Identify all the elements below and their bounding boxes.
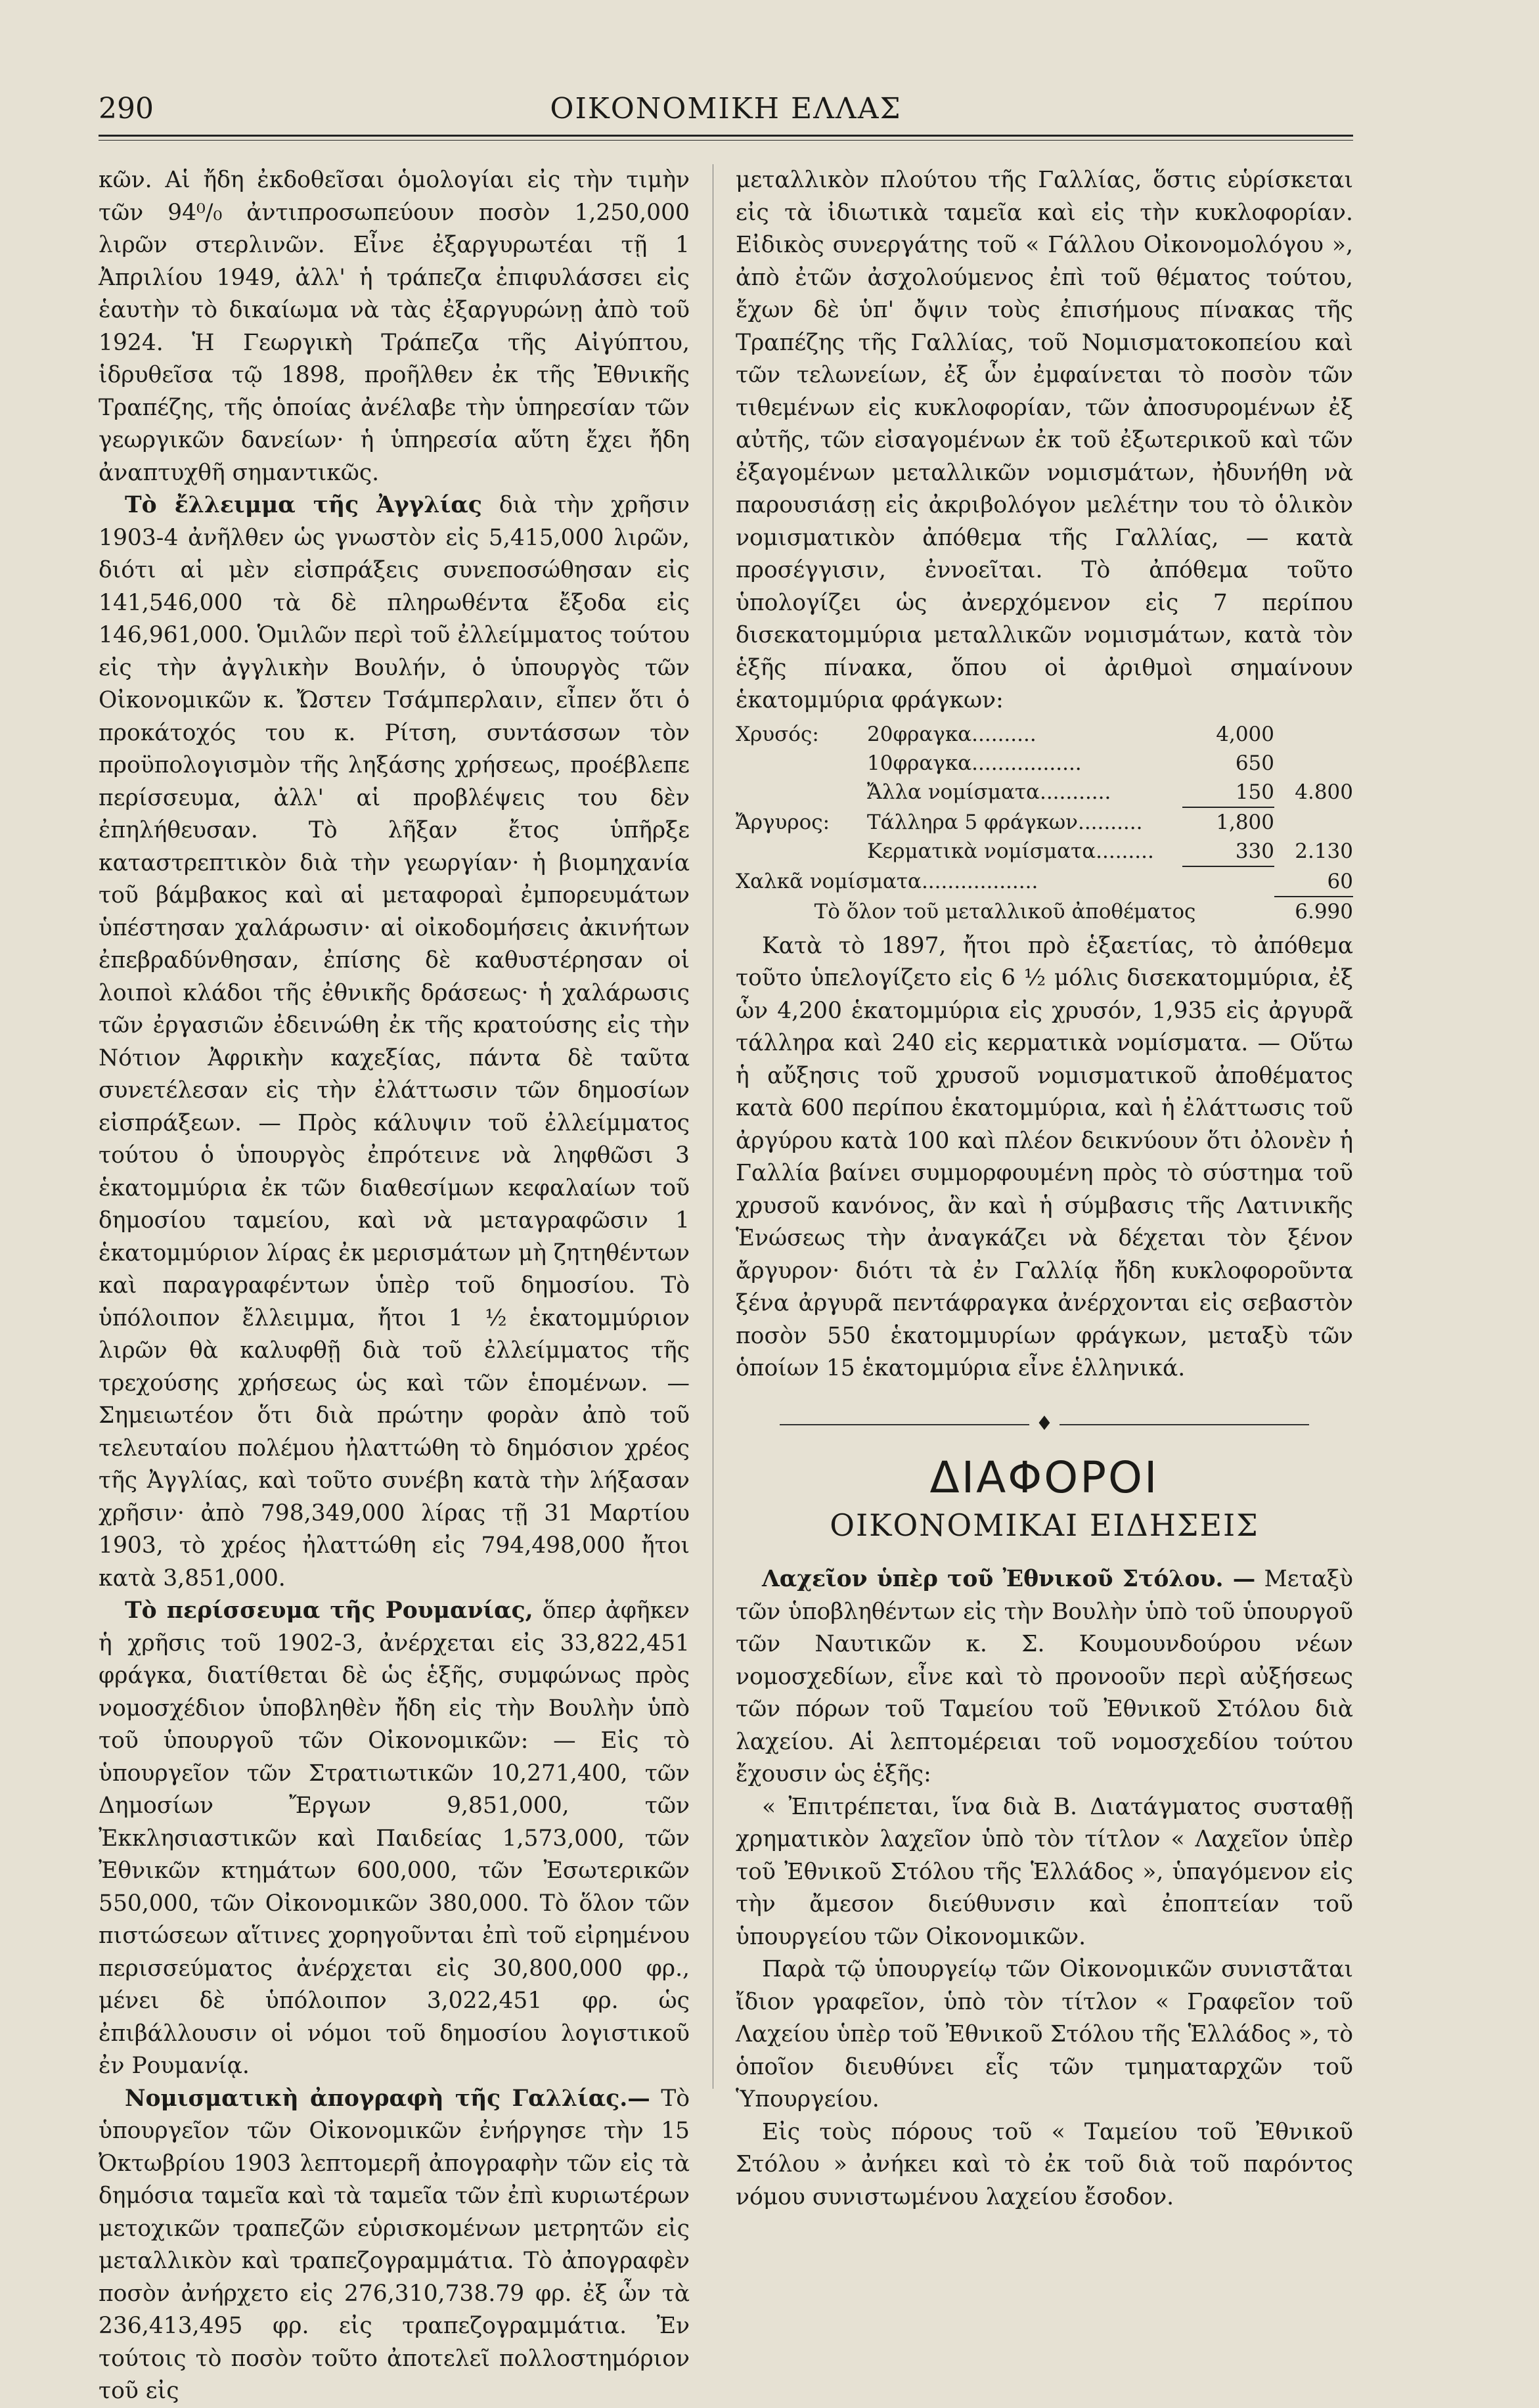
- table-group-label: Ἄργυρος:: [736, 810, 830, 834]
- table-row-value: 330: [1182, 837, 1274, 867]
- paragraph-heading: Τὸ περίσσευμα τῆς Ρουμανίας,: [125, 1597, 533, 1624]
- separator-ornament: ♦: [1035, 1412, 1054, 1435]
- table-row-total: 60: [1274, 867, 1353, 897]
- table-row-value: 150: [1182, 778, 1274, 808]
- table-row-total: 2.130: [1295, 839, 1353, 863]
- page-number: 290: [99, 92, 154, 125]
- paragraph-body: Τὸ ὑπουργεῖον τῶν Οἰκονομικῶν ἐνήργησε τὴν 15 Ὀκτωβρίου 1903 λεπτομερῆ ἀπογραφὴν τῶν εἰς τὰ δημόσια ταμεῖα καὶ τὰ ταμεῖα τῶν ἐπὶ κυριωτέρων μετοχικῶν τραπεζῶν εὑρισκομένων μετρητῶν εἰς μεταλλικὸν καὶ τραπεζογραμμάτια. Τὸ ἀπογραφὲν ποσὸν ἀνήρχετο εἰς 276,310,738.79 φρ. ἐξ ὧν τὰ 236,413,495 φρ. εἰς τραπεζογραμμάτια. Ἐν τούτοις τὸ ποσὸν τοῦτο ἀποτελεῖ πολλοστημόριον τοῦ εἰς: [99, 2085, 690, 2404]
- table-row: [736, 720, 1353, 749]
- table-row-label: Τάλληρα 5 φράγκων..........: [867, 810, 1143, 834]
- table-row-value: 650: [1235, 751, 1274, 775]
- table-row: [736, 808, 1353, 837]
- paragraph-heading: Νομισματικὴ ἀπογραφὴ τῆς Γαλλίας.—: [125, 2085, 650, 2112]
- paragraph-body: ὅπερ ἀφῆκεν ἡ χρῆσις τοῦ 1902-3, ἀνέρχεται εἰς 33,822,451 φράγκα, διατίθεται δὲ ὡς ἑξῆς, συμφώνως πρὸς νομοσχέδιον ὑποβληθὲν ἤδη εἰς τὴν Βουλὴν ὑπὸ τοῦ ὑπουργοῦ τῶν Οἰκονομικῶν: — Εἰς τὸ ὑπουργεῖον τῶν Στρατιωτικῶν 10,271,400, τῶν Δημοσίων Ἔργων 9,851,000, τῶν Ἐκκλησιαστικῶν καὶ Παιδείας 1,573,000, τῶν Ἐθνικῶν κτημάτων 600,000, τῶν Ἐσωτερικῶν 550,000, τῶν Οἰκονομικῶν 380,000. Τὸ ὅλον τῶν πιστώσεων αἵτινες χορηγοῦνται ἐπὶ τοῦ εἰρημένου περισσεύματος ἀνέρχεται εἰς 30,800,000 φρ., μένει δὲ ὑπόλοιπον 3,022,451 φρ. ὡς ἐπιβάλλουσιν οἱ νόμοι τοῦ δημοσίου λογιστικοῦ ἐν Ρουμανίᾳ.: [99, 1597, 690, 2079]
- paragraph-body: διὰ τὴν χρῆσιν 1903-4 ἀνῆλθεν ὡς γνωστὸν εἰς 5,415,000 λιρῶν, διότι αἱ μὲν εἰσπράξεις συνεποσώθησαν εἰς 141,546,000 τὰ δὲ πληρωθέντα ἔξοδα εἰς 146,961,000. Ὁμιλῶν περὶ τοῦ ἐλλείμματος τούτου εἰς τὴν ἀγγλικὴν Βουλήν, ὁ ὑπουργὸς τῶν Οἰκονομικῶν κ. Ὤστεν Τσάμπερλαιν, εἶπεν ὅτι ὁ προκάτοχός του κ. Ρίτση, συντάσσων τὸν προϋπολογισμὸν τῆς ληξάσης χρήσεως, προέβλεπε περίσσευμα, ἀλλ' αἱ προβλέψεις του δὲν ἐπηλήθευσαν. Τὸ λῆξαν ἔτος ὑπῆρξε καταστρεπτικὸν διὰ τὴν γεωργίαν· ἡ βιομηχανία τοῦ βάμβακος καὶ αἱ μεταφοραὶ ἐμπορευμάτων ὑπέστησαν χαλάρωσιν· αἱ οἰκοδομήσεις ἀκινήτων ἐπεβραδύνθησαν, ἐπίσης δὲ καθυστέρησαν οἱ λοιποὶ κλάδοι τῆς ἐθνικῆς δράσεως· ἡ χαλάρωσις τῶν ἐργασιῶν ἐδεινώθη ἐκ τῆς κρατούσης εἰς τὴν Νότιον Ἀφρικὴν καχεξίας, πάντα δὲ ταῦτα συνετέλεσαν εἰς τὴν ἐλάττωσιν τῶν δημοσίων εἰσπράξεων. — Πρὸς κάλυψιν τοῦ ἐλλείμματος τούτου ὁ ὑπουργὸς ἐπρότεινε νὰ ληφθῶσι 3 ἑκατομμύρια ἐκ τῶν διαθεσίμων κεφαλαίων τοῦ δημοσίου ταμείου, καὶ νὰ μεταγραφῶσιν 1 ἑκατομμύριον λίρας ἐκ μερισμάτων μὴ ζητηθέντων καὶ παραγραφέντων ὑπὲρ τοῦ δημοσίου. Τὸ ὑπόλοιπον ἔλλειμμα, ἤτοι 1 ½ ἑκατομμύριον λιρῶν θὰ καλυφθῇ διὰ τοῦ ἐλλείμματος τῆς τρεχούσης χρήσεως ὡς καὶ τῶν ἑπομένων. — Σημειωτέον ὅτι διὰ πρώτην φορὰν ἀπὸ τοῦ τελευταίου πολέμου ἠλαττώθη τὸ δημόσιον χρέος τῆς Ἀγγλίας, καὶ τοῦτο συνέβη κατὰ τὴν λήξασαν χρῆσιν· ἀπὸ 798,349,000 λίρας τῇ 31 Μαρτίου 1903, τὸ χρέος ἠλαττώθη εἰς 794,498,000 ἤτοι κατὰ 3,851,000.: [99, 492, 690, 1592]
- paragraph-heading: Τὸ ἔλλειμμα τῆς Ἀγγλίας: [125, 492, 482, 518]
- table-group-label: Χρυσός:: [736, 722, 819, 746]
- table-row-value: 1,800: [1216, 810, 1274, 834]
- paragraph: Κατὰ τὸ 1897, ἤτοι πρὸ ἑξαετίας, τὸ ἀπόθεμα τοῦτο ὑπελογίζετο εἰς 6 ½ μόλις δισεκατομμύρια, ἐξ ὧν 4,200 ἑκατομμύρια εἰς χρυσόν, 1,935 εἰς ἀργυρᾶ τάλληρα καὶ 240 εἰς κερματικὰ νομίσματα. — Οὕτω ἡ αὔξησις τοῦ χρυσοῦ νομισματικοῦ ἀποθέματος κατὰ 600 περίπου ἑκατομμύρια, καὶ ἡ ἐλάττωσις τοῦ ἀργύρου κατὰ 100 καὶ πλέον δεικνύουν ὅτι ὀλονὲν ἡ Γαλλία βαίνει συμμορφουμένη πρὸς τὸ σύστημα τοῦ χρυσοῦ κανόνος, ἂν καὶ ἡ σύμβασις τῆς Λατινικῆς Ἑνώσεως τὴν ἀναγκάζει νὰ δέχεται τὸν ξένον ἄργυρον· διότι τὰ ἐν Γαλλίᾳ ἤδη κυκλοφοροῦντα ξένα ἀργυρᾶ πεντάφραγκα ἀνέρχονται εἰς σεβαστὸν ποσὸν 550 ἑκατομμυρίων φράγκων, μεταξὺ τῶν ὁποίων 15 ἑκατομμύρια εἶνε ἑλληνικά.: [736, 932, 1353, 1381]
- coin-reserve-table: [736, 720, 1353, 926]
- paragraph: « Ἐπιτρέπεται, ἵνα διὰ Β. Διατάγματος συσταθῇ χρηματικὸν λαχεῖον ὑπὸ τὸν τίτλον « Λαχεῖον ὑπὲρ τοῦ Ἐθνικοῦ Στόλου τῆς Ἑλλάδος », ὑπαγόμενον εἰς τὴν ἄμεσον διεύθυνσιν καὶ ἐποπτείαν τοῦ ὑπουργείου τῶν Οἰκονομικῶν.: [736, 1793, 1353, 1950]
- header-rule-thin: [99, 140, 1353, 141]
- paragraph: μεταλλικὸν πλούτου τῆς Γαλλίας, ὅστις εὑρίσκεται εἰς τὰ ἰδιωτικὰ ταμεῖα καὶ εἰς τὴν κυκλοφορίαν. Εἰδικὸς συνεργάτης τοῦ « Γάλλου Οἰκονομολόγου », ἀπὸ ἐτῶν ἀσχολούμενος ἐπὶ τοῦ θέματος τούτου, ἔχων δὲ ὑπ' ὄψιν τοὺς ἐπισήμους πίνακας τῆς Τραπέζης τῆς Γαλλίας, τοῦ Νομισματοκοπείου καὶ τῶν τελωνείων, ἐξ ὧν ἐμφαίνεται τὸ ποσὸν τῶν τιθεμένων εἰς κυκλοφορίαν, τῶν ἀποσυρομένων ἐξ αὐτῆς, τῶν εἰσαγομένων ἐκ τοῦ ἐξωτερικοῦ καὶ τῶν ἐξαγομένων μεταλλικῶν νομισμάτων, ἠδυνήθη νὰ παρουσιάσῃ εἰς ἀκριβολόγον μελέτην του τὸ ὁλικὸν νομισματικὸν ἀπόθεμα τῆς Γαλλίας, — κατὰ προσέγγισιν, ἐννοεῖται. Τὸ ἀπόθεμα τοῦτο ὑπολογίζει ὡς ἀνερχόμενον εἰς 7 περίπου δισεκατομμύρια μεταλλικῶν νομισμάτων, κατὰ τὸν ἑξῆς πίνακα, ὅπου οἱ ἀριθμοὶ σημαίνουν ἑκατομμύρια φράγκων:: [736, 167, 1353, 713]
- table-row-label: Χαλκᾶ νομίσματα..................: [736, 869, 1038, 893]
- paragraph: Εἰς τοὺς πόρους τοῦ « Ταμείου τοῦ Ἐθνικοῦ Στόλου » ἀνήκει καὶ τὸ ἐκ τοῦ διὰ τοῦ παρόντος νόμου συνιστωμένου λαχείου ἔσοδον.: [736, 2118, 1353, 2210]
- paragraph: Παρὰ τῷ ὑπουργείῳ τῶν Οἰκονομικῶν συνιστᾶται ἴδιον γραφεῖον, ὑπὸ τὸν τίτλον « Γραφεῖον τοῦ Λαχείου ὑπὲρ τοῦ Ἐθνικοῦ Στόλου τῆς Ἑλλάδος », τὸ ὁποῖον διευθύνει εἷς τῶν τμηματαρχῶν τοῦ Ὑπουργείου.: [736, 1956, 1353, 2112]
- right-column: [736, 164, 1353, 2214]
- table-row: [736, 837, 1353, 867]
- table-row: [736, 778, 1353, 808]
- table-row-label: Κερματικὰ νομίσματα.........: [867, 839, 1154, 863]
- table-total-value: 6.990: [1295, 899, 1353, 924]
- section-separator: [736, 1408, 1353, 1440]
- paragraph: [99, 489, 690, 1595]
- table-row-label: Ἄλλα νομίσματα...........: [867, 780, 1111, 804]
- table-row-total: 4.800: [1295, 780, 1353, 804]
- paragraph: κῶν. Αἱ ἤδη ἐκδοθεῖσαι ὁμολογίαι εἰς τὴν τιμὴν τῶν 94⁰/₀ ἀντιπροσωπεύουν ποσὸν 1,250,000 λιρῶν στερλινῶν. Εἶνε ἐξαργυρωτέαι τῇ 1 Ἀπριλίου 1949, ἀλλ' ἡ τράπεζα ἐπιφυλάσσει εἰς ἑαυτὴν τὸ δικαίωμα νὰ τὰς ἐξαργυρώνῃ ἀπὸ τοῦ 1924. Ἡ Γεωργικὴ Τράπεζα τῆς Αἰγύπτου, ἱδρυθεῖσα τῷ 1898, προῆλθεν ἐκ τῆς Ἐθνικῆς Τραπέζης, τῆς ὁποίας ἀνέλαβε τὴν ὑπηρεσίαν τῶν γεωργικῶν δανείων· ἡ ὑπηρεσία αὕτη ἔχει ἤδη ἀναπτυχθῆ σημαντικῶς.: [99, 167, 690, 486]
- paragraph-body: Μεταξὺ τῶν ὑποβληθέντων εἰς τὴν Βουλὴν ὑπὸ τοῦ ὑπουργοῦ τῶν Ναυτικῶν κ. Σ. Κουμουνδούρου νέων νομοσχεδίων, εἶνε καὶ τὸ προνοοῦν περὶ αὐξήσεως τῶν πόρων τοῦ Ταμείου τοῦ Ἐθνικοῦ Στόλου διὰ λαχείου. Αἱ λεπτομέρειαι τοῦ νομοσχεδίου τούτου ἔχουσιν ὡς ἑξῆς:: [736, 1566, 1353, 1787]
- paragraph: [99, 2083, 690, 2408]
- paragraph: [736, 1563, 1353, 1791]
- table-row-label: 10φραγκα.................: [867, 751, 1082, 775]
- table-row: [736, 867, 1353, 897]
- table-row: [736, 749, 1353, 778]
- header-rule: [99, 135, 1353, 137]
- running-title: ΟΙΚΟΝΟΜΙΚΗ ΕΛΛΑΣ: [550, 92, 902, 125]
- table-row-value: 4,000: [1216, 722, 1274, 746]
- section-subtitle: ΟΙΚΟΝΟΜΙΚΑΙ ΕΙΔΗΣΕΙΣ: [830, 1507, 1259, 1543]
- left-column: [99, 164, 690, 2408]
- paragraph: [99, 1595, 690, 2083]
- page-header: [99, 85, 1353, 131]
- table-row-label: 20φραγκα..........: [867, 722, 1037, 746]
- table-total-label: Τὸ ὅλον τοῦ μεταλλικοῦ ἀποθέματος: [814, 899, 1196, 924]
- section-title: ΔΙΑΦΟΡΟΙ: [929, 1452, 1159, 1503]
- table-total-row: [736, 897, 1353, 926]
- paragraph-heading: Λαχεῖον ὑπὲρ τοῦ Ἐθνικοῦ Στόλου. —: [762, 1566, 1256, 1592]
